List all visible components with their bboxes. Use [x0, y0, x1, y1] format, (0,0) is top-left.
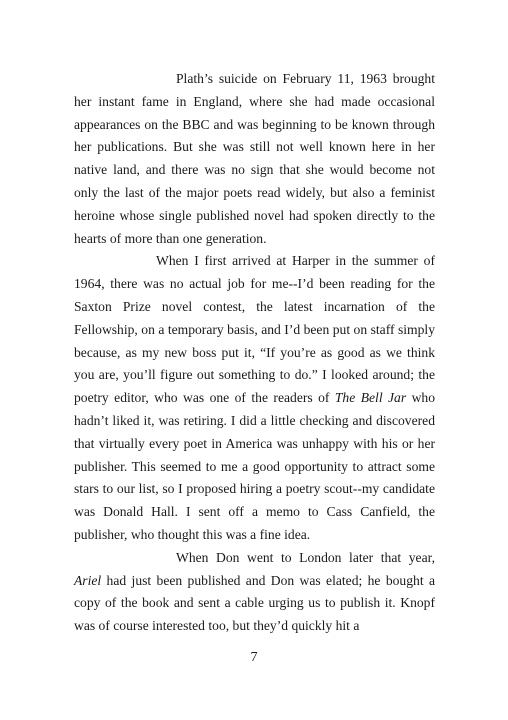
book-title-the-bell-jar: The Bell Jar — [334, 390, 407, 406]
book-title-ariel: Ariel — [74, 572, 102, 588]
paragraph-2-text-end: who hadn’t liked it, was retiring. I did a little checking and discovered that virtually every poet in America was unhappy with his or her publisher. This seemed to me a good opportunity to attract some stars to our list, so I proposed hiring a poetry scout--my candidate was Donald Hall. I sent off a memo to Cass Canfield, the publisher, who thought this was a fine idea. — [74, 390, 436, 542]
paragraph-2 — [74, 250, 435, 546]
paragraph-3 — [74, 547, 435, 638]
paragraph-2-text-start: When I first arrived at Harper in the summer of 1964, there was no actual job for me--I’d been reading for the Saxton Prize novel contest, the latest incarnation of the Fellowship, on a temporary basis, and I’d been put on staff simply because, as my new boss put it, “If you’re as good as we think you are, you’ll figure out something to do.” I looked around; the poetry editor, who was one of the readers of — [74, 253, 435, 406]
paragraph-1 — [74, 68, 435, 250]
paragraph-1-text: Plath’s suicide on February 11, 1963 brought her instant fame in England, where she had made occasional appearances on the BBC and was beginning to be known through her publications. But she was still not well known here in her native land, and there was no sign that she would become not only the last of the major poets read widely, but also a feminist heroine whose single published novel had spoken directly to the hearts of more than one generation. — [74, 71, 435, 246]
paragraph-3-text-start: When Don went to London later that year, — [176, 549, 435, 565]
page-number: 7 — [250, 650, 258, 665]
paragraph-3-text-end: had just been published and Don was elated; he bought a copy of the book and sent a cable urging us to publish it. Knopf was of course interested too, but they’d quickly hit a — [74, 572, 435, 634]
body-text — [74, 68, 435, 638]
